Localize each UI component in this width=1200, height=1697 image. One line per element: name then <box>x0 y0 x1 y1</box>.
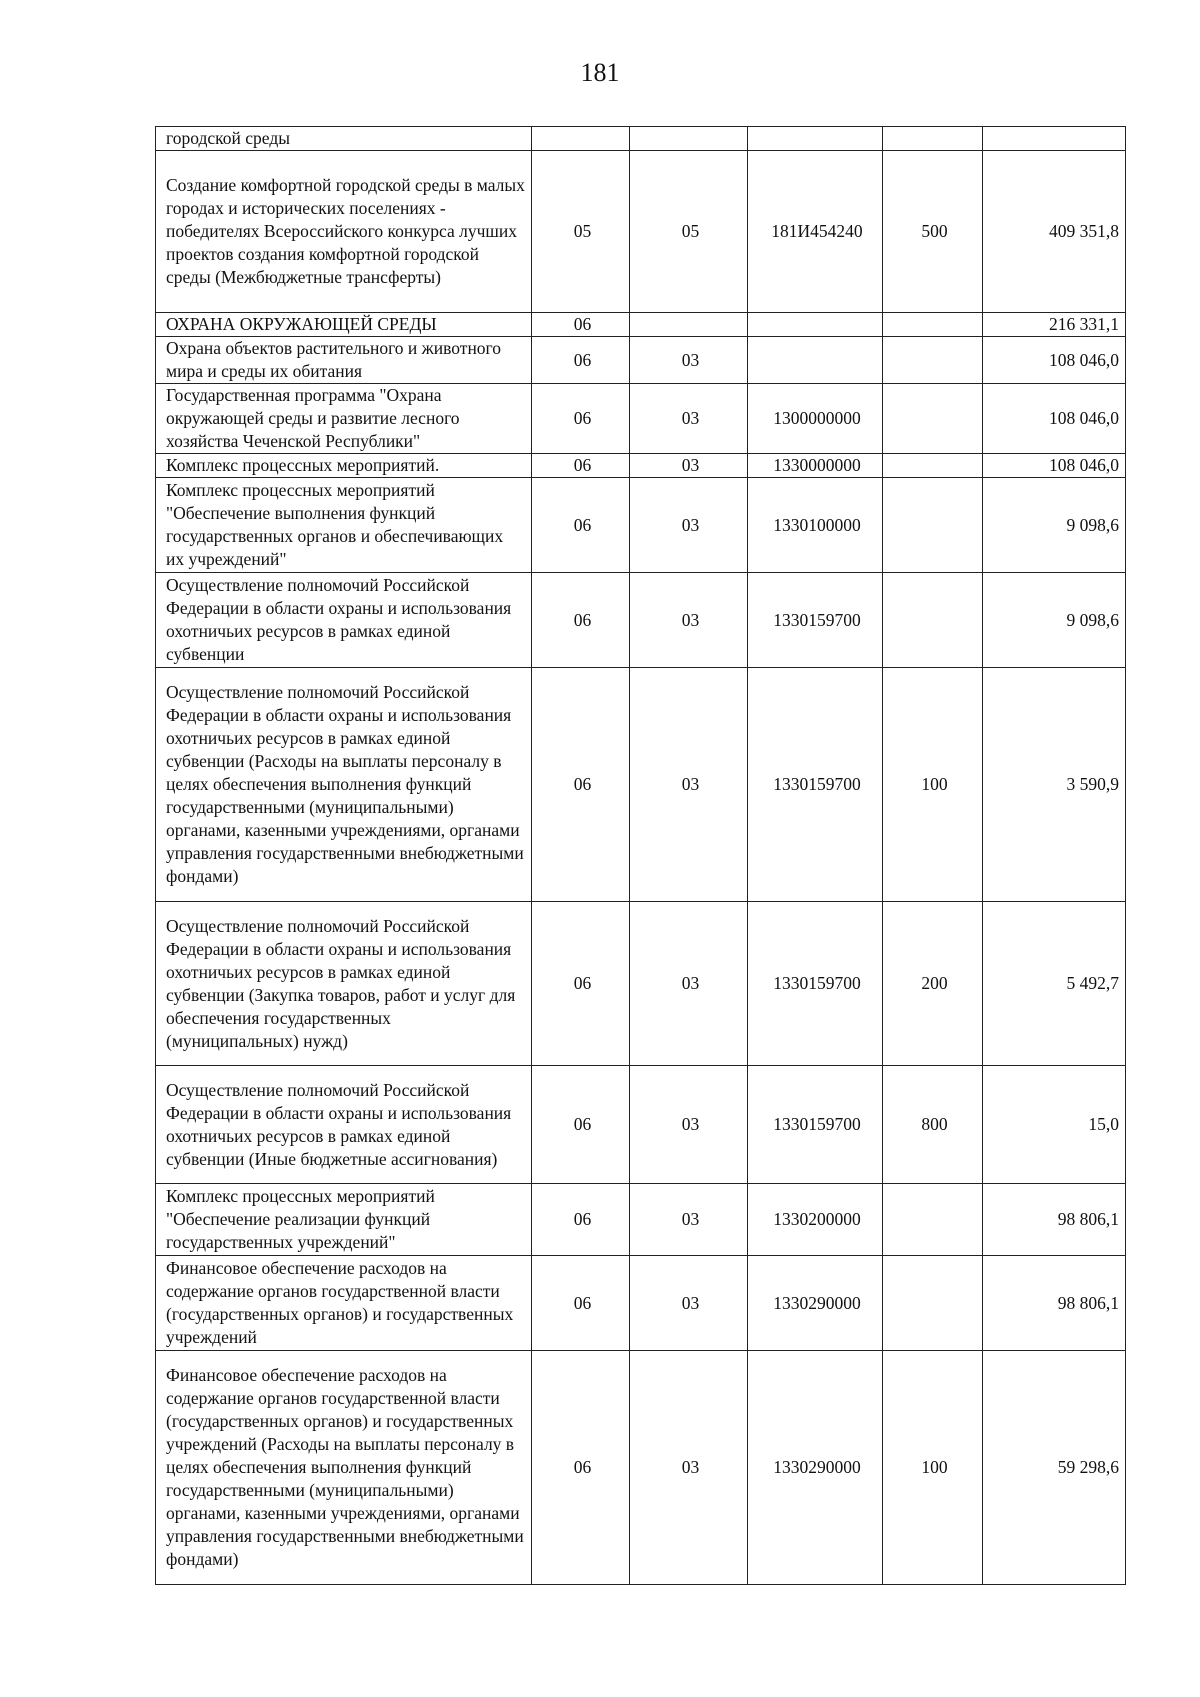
row-subsection-code-cell: 03 <box>630 337 748 384</box>
row-name-cell: ОХРАНА ОКРУЖАЮЩЕЙ СРЕДЫ <box>156 313 532 337</box>
row-amount-cell: 98 806,1 <box>983 1256 1126 1351</box>
row-section-code-cell: 06 <box>532 902 630 1066</box>
row-section-code-cell: 06 <box>532 313 630 337</box>
row-name-cell: Осуществление полномочий Российской Федерации в области охраны и использования охотничьих ресурсов в рамках единой субвенции (Расходы на выплаты персоналу в целях обеспечения выполнения функций государственными (муниципальными) органами, казенными учреждениями, органами управления государственными внебюджетными фондами) <box>156 668 532 902</box>
table-row <box>156 454 1126 478</box>
row-subsection-code-cell: 03 <box>630 573 748 668</box>
row-subsection-code-cell: 05 <box>630 151 748 313</box>
row-expense-type-cell: 800 <box>883 1066 983 1184</box>
row-name-cell: Комплекс процессных мероприятий "Обеспечение реализации функций государственных учреждений" <box>156 1184 532 1256</box>
row-expense-type-cell: 500 <box>883 151 983 313</box>
row-section-code-cell: 06 <box>532 337 630 384</box>
row-subsection-code-cell: 03 <box>630 1256 748 1351</box>
table-row <box>156 668 1126 902</box>
row-target-article-cell: 1330000000 <box>748 454 883 478</box>
table-row <box>156 151 1126 313</box>
budget-table <box>155 126 1126 1585</box>
row-amount-cell: 216 331,1 <box>983 313 1126 337</box>
row-target-article-cell: 1300000000 <box>748 384 883 454</box>
row-name-cell: Государственная программа "Охрана окружающей среды и развитие лесного хозяйства Чеченской Республики" <box>156 384 532 454</box>
page-number: 181 <box>580 58 620 87</box>
row-name-cell: Финансовое обеспечение расходов на содержание органов государственной власти (государственных органов) и государственных учреждений (Расходы на выплаты персоналу в целях обеспечения выполнения функций государственными (муниципальными) органами, казенными учреждениями, органами управления государственными внебюджетными фондами) <box>156 1351 532 1585</box>
row-amount-cell <box>983 127 1126 151</box>
table-row <box>156 127 1126 151</box>
row-expense-type-cell <box>883 313 983 337</box>
row-subsection-code-cell <box>630 127 748 151</box>
row-section-code-cell <box>532 127 630 151</box>
row-target-article-cell: 1330159700 <box>748 902 883 1066</box>
row-expense-type-cell: 100 <box>883 1351 983 1585</box>
row-amount-cell: 59 298,6 <box>983 1351 1126 1585</box>
row-name-cell: Осуществление полномочий Российской Федерации в области охраны и использования охотничьих ресурсов в рамках единой субвенции <box>156 573 532 668</box>
row-subsection-code-cell: 03 <box>630 384 748 454</box>
row-section-code-cell: 06 <box>532 478 630 573</box>
row-subsection-code-cell: 03 <box>630 902 748 1066</box>
row-name-cell: Осуществление полномочий Российской Федерации в области охраны и использования охотничьих ресурсов в рамках единой субвенции (Закупка товаров, работ и услуг для обеспечения государственных (муниципальных) нужд) <box>156 902 532 1066</box>
row-expense-type-cell: 100 <box>883 668 983 902</box>
row-section-code-cell: 06 <box>532 1184 630 1256</box>
row-section-code-cell: 05 <box>532 151 630 313</box>
row-subsection-code-cell: 03 <box>630 668 748 902</box>
row-name-cell: Комплекс процессных мероприятий. <box>156 454 532 478</box>
row-section-code-cell: 06 <box>532 454 630 478</box>
row-subsection-code-cell: 03 <box>630 1351 748 1585</box>
row-target-article-cell: 1330100000 <box>748 478 883 573</box>
row-name-cell: Осуществление полномочий Российской Федерации в области охраны и использования охотничьих ресурсов в рамках единой субвенции (Иные бюджетные ассигнования) <box>156 1066 532 1184</box>
row-expense-type-cell <box>883 454 983 478</box>
row-target-article-cell: 1330159700 <box>748 668 883 902</box>
table-row <box>156 1351 1126 1585</box>
row-expense-type-cell <box>883 478 983 573</box>
row-target-article-cell: 1330290000 <box>748 1351 883 1585</box>
row-subsection-code-cell: 03 <box>630 1184 748 1256</box>
row-target-article-cell <box>748 313 883 337</box>
row-target-article-cell: 1330200000 <box>748 1184 883 1256</box>
table-row <box>156 384 1126 454</box>
table-row <box>156 1184 1126 1256</box>
row-amount-cell: 5 492,7 <box>983 902 1126 1066</box>
row-section-code-cell: 06 <box>532 1351 630 1585</box>
budget-table-body <box>156 127 1126 1585</box>
row-expense-type-cell <box>883 1184 983 1256</box>
row-expense-type-cell <box>883 337 983 384</box>
row-amount-cell: 98 806,1 <box>983 1184 1126 1256</box>
row-target-article-cell: 181И454240 <box>748 151 883 313</box>
row-expense-type-cell <box>883 384 983 454</box>
row-section-code-cell: 06 <box>532 668 630 902</box>
table-row <box>156 313 1126 337</box>
row-amount-cell: 108 046,0 <box>983 384 1126 454</box>
table-row <box>156 1256 1126 1351</box>
row-amount-cell: 108 046,0 <box>983 454 1126 478</box>
row-subsection-code-cell: 03 <box>630 478 748 573</box>
row-target-article-cell: 1330159700 <box>748 573 883 668</box>
row-expense-type-cell: 200 <box>883 902 983 1066</box>
row-subsection-code-cell <box>630 313 748 337</box>
row-name-cell: Финансовое обеспечение расходов на содержание органов государственной власти (государственных органов) и государственных учреждений <box>156 1256 532 1351</box>
row-name-cell: Создание комфортной городской среды в малых городах и исторических поселениях - победителях Всероссийского конкурса лучших проектов создания комфортной городской среды (Межбюджетные трансферты) <box>156 151 532 313</box>
table-row <box>156 337 1126 384</box>
row-section-code-cell: 06 <box>532 384 630 454</box>
row-amount-cell: 3 590,9 <box>983 668 1126 902</box>
row-amount-cell: 9 098,6 <box>983 478 1126 573</box>
row-subsection-code-cell: 03 <box>630 1066 748 1184</box>
row-amount-cell: 9 098,6 <box>983 573 1126 668</box>
row-section-code-cell: 06 <box>532 573 630 668</box>
row-target-article-cell <box>748 127 883 151</box>
row-section-code-cell: 06 <box>532 1256 630 1351</box>
row-subsection-code-cell: 03 <box>630 454 748 478</box>
row-name-cell: Комплекс процессных мероприятий "Обеспечение выполнения функций государственных органов и обеспечивающих их учреждений" <box>156 478 532 573</box>
table-row <box>156 573 1126 668</box>
row-expense-type-cell <box>883 127 983 151</box>
table-row <box>156 478 1126 573</box>
table-row <box>156 1066 1126 1184</box>
row-expense-type-cell <box>883 573 983 668</box>
table-row <box>156 902 1126 1066</box>
row-name-cell: Охрана объектов растительного и животного мира и среды их обитания <box>156 337 532 384</box>
row-target-article-cell: 1330159700 <box>748 1066 883 1184</box>
row-section-code-cell: 06 <box>532 1066 630 1184</box>
row-name-cell: городской среды <box>156 127 532 151</box>
row-target-article-cell <box>748 337 883 384</box>
row-amount-cell: 409 351,8 <box>983 151 1126 313</box>
row-expense-type-cell <box>883 1256 983 1351</box>
row-target-article-cell: 1330290000 <box>748 1256 883 1351</box>
row-amount-cell: 108 046,0 <box>983 337 1126 384</box>
row-amount-cell: 15,0 <box>983 1066 1126 1184</box>
